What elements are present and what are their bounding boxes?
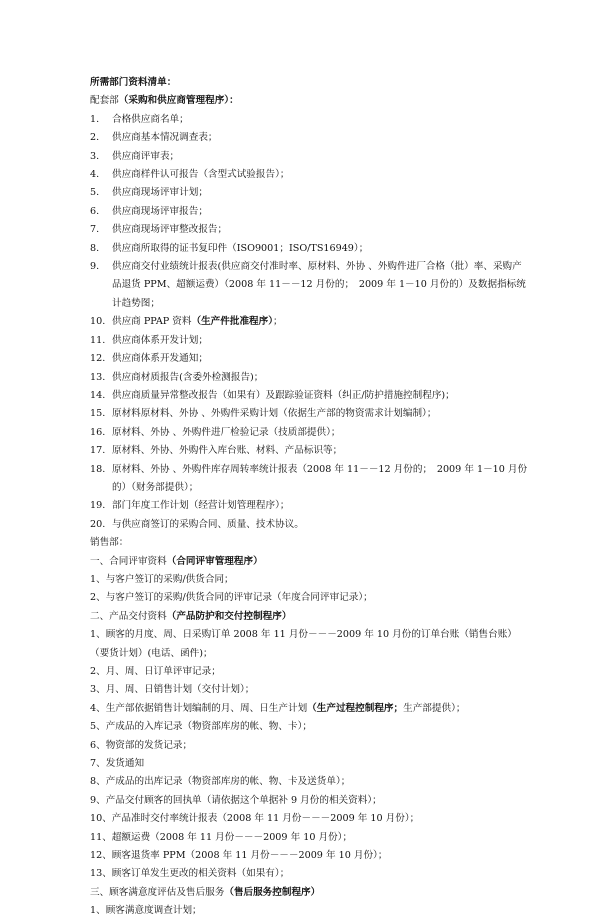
- sales-section-2-item: 6、物资部的发货记录；: [90, 739, 193, 751]
- purchasing-item: [90, 221, 530, 239]
- sales-section-2-item: 11、超额运费（2008 年 11 月份－－－2009 年 10 月份）；: [90, 831, 353, 843]
- purchasing-item-number: 20.: [90, 518, 106, 530]
- purchasing-item-number: 15.: [90, 408, 106, 420]
- purchasing-item-text: 原材料、外协 、外购件进厂检验记录（技质部提供）；: [112, 426, 341, 438]
- sales-heading: 销售部：: [90, 537, 129, 549]
- sales-section-1-item: 1、与客户签订的采购/供货合同；: [90, 573, 234, 585]
- purchasing-item: [90, 405, 530, 423]
- sales-section-2-item: 13、顾客订单发生更改的相关资料（如果有）；: [90, 868, 290, 880]
- sales-section-2-item-tail: 生产部提供）；: [403, 702, 466, 714]
- purchasing-item-text: 供应商 PPAP 资料: [112, 316, 192, 328]
- sales-section-3-item: 1、顾客满意度调查计划；: [90, 905, 202, 917]
- purchasing-item-procedure: （生产件批准程序）: [191, 316, 274, 328]
- document-page: [90, 74, 530, 921]
- purchasing-item-number: 7.: [90, 224, 100, 236]
- purchasing-item-text: 供应商现场评审整改报告；: [112, 224, 228, 236]
- purchasing-item-number: 17.: [90, 445, 106, 457]
- sales-section-1-heading: [90, 553, 530, 571]
- purchasing-item: [90, 184, 530, 202]
- sales-section-2-item: 2、月、周、日订单评审记录；: [90, 666, 221, 677]
- purchasing-item-number: 2.: [90, 132, 100, 144]
- sales-section-3-heading: [90, 884, 530, 902]
- purchasing-heading: [90, 92, 530, 110]
- purchasing-item-text: 供应商质量异常整改报告（如果有）及跟踪验证资料（纠正/防护措施控制程序)；: [112, 389, 455, 401]
- purchasing-item-text-group: [112, 313, 530, 331]
- purchasing-item-number: 9.: [90, 261, 100, 273]
- purchasing-item: [90, 332, 530, 350]
- purchasing-item-text: 供应商材质报告(含委外检测报告)；: [112, 371, 264, 383]
- purchasing-item: [90, 461, 530, 498]
- purchasing-item: [90, 129, 530, 147]
- purchasing-item-text: 原材料、外协、外购件入库台账、材料、产品标识等；: [112, 445, 343, 457]
- purchasing-item: [90, 203, 530, 221]
- sales-section-2-item-text: 4、生产部依据销售计划编制的月、周、日生产计划: [90, 702, 308, 714]
- purchasing-item-text: 部门年度工作计划（经营计划管理程序）；: [112, 500, 290, 512]
- purchasing-item-text: 原材料原材料、外协 、外购件采购计划（依据生产部的物资需求计划编制）；: [112, 408, 437, 420]
- purchasing-item-text: 供应商体系开发通知；: [112, 353, 208, 365]
- sales-section-2-item: 1、顾客的月度、周、日采购订单 2008 年 11 月份－－－2009 年 10 月份的订单台账（销售台账）（要货计划）(电话、函件)；: [90, 629, 517, 659]
- purchasing-item-number: 19.: [90, 500, 106, 512]
- sales-section-2-item: 7、发货通知: [90, 758, 145, 770]
- sales-section-2-item: 5、产成品的入库记录（物资部库房的帐、物、卡）；: [90, 721, 312, 733]
- sales-section-2-item: 12、顾客退货率 PPM（2008 年 11 月份－－－2009 年 10 月份）；: [90, 850, 388, 862]
- purchasing-item-number: 6.: [90, 205, 100, 217]
- purchasing-item: [90, 240, 530, 258]
- purchasing-item-text: 供应商现场评审报告；: [112, 205, 208, 217]
- purchasing-item-number: 10.: [90, 316, 106, 328]
- purchasing-item: [90, 442, 530, 460]
- sales-section-2-heading: [90, 608, 530, 626]
- sales-section-2-item: 8、产成品的出库记录（物资部库房的帐、物、卡及送货单）；: [90, 776, 351, 788]
- purchasing-item-text: 供应商现场评审计划；: [112, 187, 208, 199]
- purchasing-item-text: 供应商所取得的证书复印件（ISO9001；ISO/TS16949）；: [112, 242, 369, 254]
- purchasing-item-number: 5.: [90, 187, 100, 199]
- purchasing-item: [90, 387, 530, 405]
- sales-section-1-item: 2、与客户签订的采购/供货合同的评审记录（年度合同评审记录）；: [90, 592, 373, 604]
- purchasing-item: [90, 424, 530, 442]
- purchasing-item-number: 18.: [90, 463, 106, 475]
- sales-section-2-prefix: 二、产品交付资料: [90, 610, 167, 622]
- purchasing-item-number: 3.: [90, 150, 100, 162]
- sales-section-2-item: 3、月、周、日销售计划（交付计划）；: [90, 684, 255, 696]
- purchasing-item-text: 合格供应商名单；: [112, 113, 189, 125]
- purchasing-item-number: 14.: [90, 389, 106, 401]
- purchasing-item-text: 与供应商签订的采购合同、质量、技术协议。: [112, 518, 304, 530]
- sales-section-1-procedure: （合同评审管理程序）: [166, 555, 263, 567]
- purchasing-item-number: 11.: [90, 334, 106, 346]
- purchasing-item: [90, 369, 530, 387]
- purchasing-item: [90, 497, 530, 515]
- purchasing-item-text: 供应商样件认可报告（含型式试验报告）；: [112, 169, 290, 181]
- sales-section-2-item: 10、产品准时交付率统计报表（2008 年 11 月份－－－2009 年 10 月份）；: [90, 813, 420, 825]
- purchasing-item-text: 供应商基本情况调查表；: [112, 132, 218, 144]
- purchasing-item-text: 原材料、外协 、外购件库存周转率统计报表（2008 年 11－－12 月份的； 2009 年 1－10 月份的）（财务部提供）；: [112, 463, 528, 493]
- purchasing-item-tail: ；: [273, 316, 283, 328]
- purchasing-item-number: 16.: [90, 426, 106, 438]
- sales-section-2-item: [90, 700, 530, 718]
- purchasing-item: [90, 258, 530, 313]
- purchasing-item-number: 12.: [90, 353, 106, 365]
- sales-section-1-prefix: 一、合同评审资料: [90, 555, 167, 567]
- sales-section-2-item-procedure: （生产过程控制程序；: [307, 702, 404, 714]
- purchasing-item-number: 13.: [90, 371, 106, 383]
- purchasing-item-number: 1.: [90, 113, 100, 125]
- purchasing-item-number: 8.: [90, 242, 100, 254]
- purchasing-heading-prefix: 配套部: [90, 95, 119, 107]
- document-title: 所需部门资料清单：: [90, 77, 177, 88]
- purchasing-item-text: 供应商交付业绩统计报表(供应商交付准时率、原材料、外协 、外购件进厂合格（批）率、采购产品退货 PPM、超额运费）（2008 年 11－－12 月份的； 2009 年 1－10 月份的）及数据指标统计趋势图；: [112, 261, 526, 309]
- purchasing-item-text: 供应商体系开发计划；: [112, 334, 208, 346]
- sales-section-2-procedure: （产品防护和交付控制程序）: [166, 610, 292, 622]
- purchasing-item-text: 供应商评审表；: [112, 150, 180, 162]
- purchasing-item: [90, 148, 530, 166]
- purchasing-item-number: 4.: [90, 169, 100, 181]
- purchasing-item: [90, 166, 530, 184]
- purchasing-item: [90, 516, 530, 534]
- purchasing-item: [90, 111, 530, 129]
- sales-section-3-procedure: （售后服务控制程序）: [224, 886, 321, 898]
- sales-section-3-prefix: 三、顾客满意度评估及售后服务: [90, 886, 225, 898]
- purchasing-heading-procedure: （采购和供应商管理程序）：: [118, 95, 239, 107]
- purchasing-item: [90, 350, 530, 368]
- purchasing-item: [90, 313, 530, 331]
- sales-section-2-item: 9、产品交付顾客的回执单（请依据这个单据补 9 月份的相关资料）；: [90, 794, 382, 806]
